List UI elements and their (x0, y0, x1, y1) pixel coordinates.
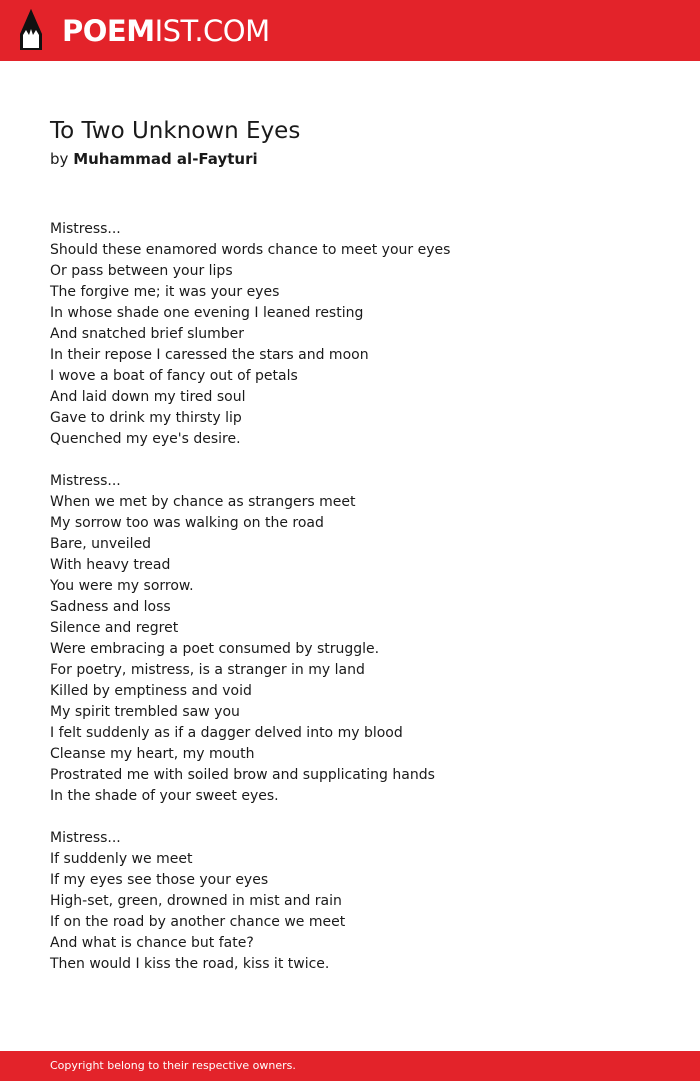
poem-line: Quenched my eye's desire. (50, 431, 241, 447)
poem-line: If on the road by another chance we meet (50, 914, 346, 930)
site-logo[interactable] (62, 13, 270, 49)
poem-line: When we met by chance as strangers meet (50, 494, 356, 510)
poem-line: And what is chance but fate? (50, 935, 254, 951)
site-footer (0, 1051, 700, 1081)
poem-line: My spirit trembled saw you (50, 704, 240, 720)
poem-line: I wove a boat of fancy out of petals (50, 368, 298, 384)
poem-line: Were embracing a poet consumed by struggle. (50, 641, 380, 657)
poem-line: The forgive me; it was your eyes (50, 284, 280, 300)
poem-line: Mistress... (50, 830, 121, 846)
poem-line: Silence and regret (50, 620, 179, 636)
poem-line: Should these enamored words chance to meet your eyes (50, 242, 451, 258)
poem-line: High-set, green, drowned in mist and rain (50, 893, 342, 909)
by-label: by (50, 150, 69, 168)
poem-line: And laid down my tired soul (50, 389, 246, 405)
poem-line: For poetry, mistress, is a stranger in my land (50, 662, 365, 678)
site-header (0, 0, 700, 61)
logo-light-text: IST.COM (154, 14, 270, 48)
poem-line: Then would I kiss the road, kiss it twice. (50, 956, 330, 972)
poem-line: With heavy tread (50, 557, 171, 573)
poem-line: Or pass between your lips (50, 263, 233, 279)
poem-stanza (50, 471, 670, 807)
poem-stanza (50, 828, 670, 975)
poem-line: In their repose I caressed the stars and moon (50, 347, 369, 363)
poem-line: Killed by emptiness and void (50, 683, 252, 699)
byline (50, 149, 258, 169)
poem-line: Bare, unveiled (50, 536, 152, 552)
author-name: Muhammad al-Fayturi (73, 150, 258, 168)
poem-line: Sadness and loss (50, 599, 171, 615)
poem-line: If suddenly we meet (50, 851, 193, 867)
poem-line: I felt suddenly as if a dagger delved into my blood (50, 725, 403, 741)
poem-line: Gave to drink my thirsty lip (50, 410, 242, 426)
logo-bold-text: POEM (62, 14, 155, 48)
poem-line: And snatched brief slumber (50, 326, 245, 342)
poem-line: Mistress... (50, 473, 121, 489)
poem-line: My sorrow too was walking on the road (50, 515, 324, 531)
poem-line: Prostrated me with soiled brow and supplicating hands (50, 767, 435, 783)
poem-line: Cleanse my heart, my mouth (50, 746, 255, 762)
poem-line: In the shade of your sweet eyes. (50, 788, 279, 804)
poem-line: If my eyes see those your eyes (50, 872, 269, 888)
copyright-text: Copyright belong to their respective owners. (50, 1059, 296, 1072)
poem-line: In whose shade one evening I leaned resting (50, 305, 364, 321)
poem-title: To Two Unknown Eyes (50, 118, 301, 144)
poem-body (50, 219, 670, 996)
poem-stanza (50, 219, 670, 450)
pencil-tip-icon[interactable] (17, 8, 45, 52)
poem-line: You were my sorrow. (50, 578, 194, 594)
poem-line: Mistress... (50, 221, 121, 237)
